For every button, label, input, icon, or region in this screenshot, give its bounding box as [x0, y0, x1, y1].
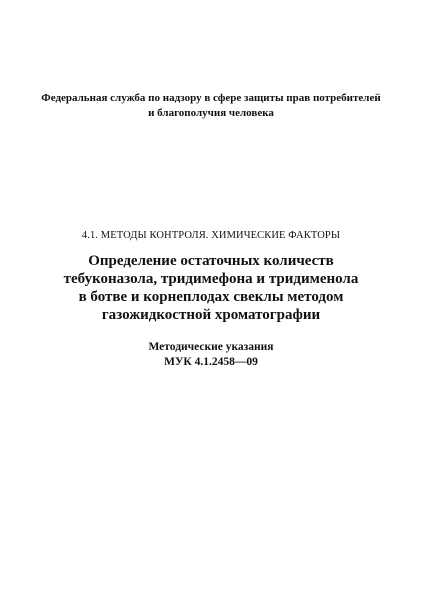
- document-title: [0, 252, 422, 324]
- title-line-2: тебуконазола, тридимефона и тридименола: [63, 271, 359, 287]
- title-line-3: в ботве и корнеплодах свеклы методом: [78, 289, 344, 305]
- agency-line-1: Федеральная служба по надзору в сфере защиты прав потребителей: [41, 92, 381, 104]
- agency-line-2: и благополучия человека: [148, 107, 274, 119]
- title-line-1: Определение остаточных количеств: [88, 253, 334, 269]
- agency-header: [0, 91, 422, 121]
- doc-number: МУК 4.1.2458—09: [164, 356, 258, 368]
- title-line-4: газожидкостной хроматографии: [101, 307, 321, 323]
- doc-type: Методические указания: [148, 341, 274, 353]
- series-heading: 4.1. МЕТОДЫ КОНТРОЛЯ. ХИМИЧЕСКИЕ ФАКТОРЫ: [81, 230, 341, 241]
- document-designation: [0, 340, 422, 370]
